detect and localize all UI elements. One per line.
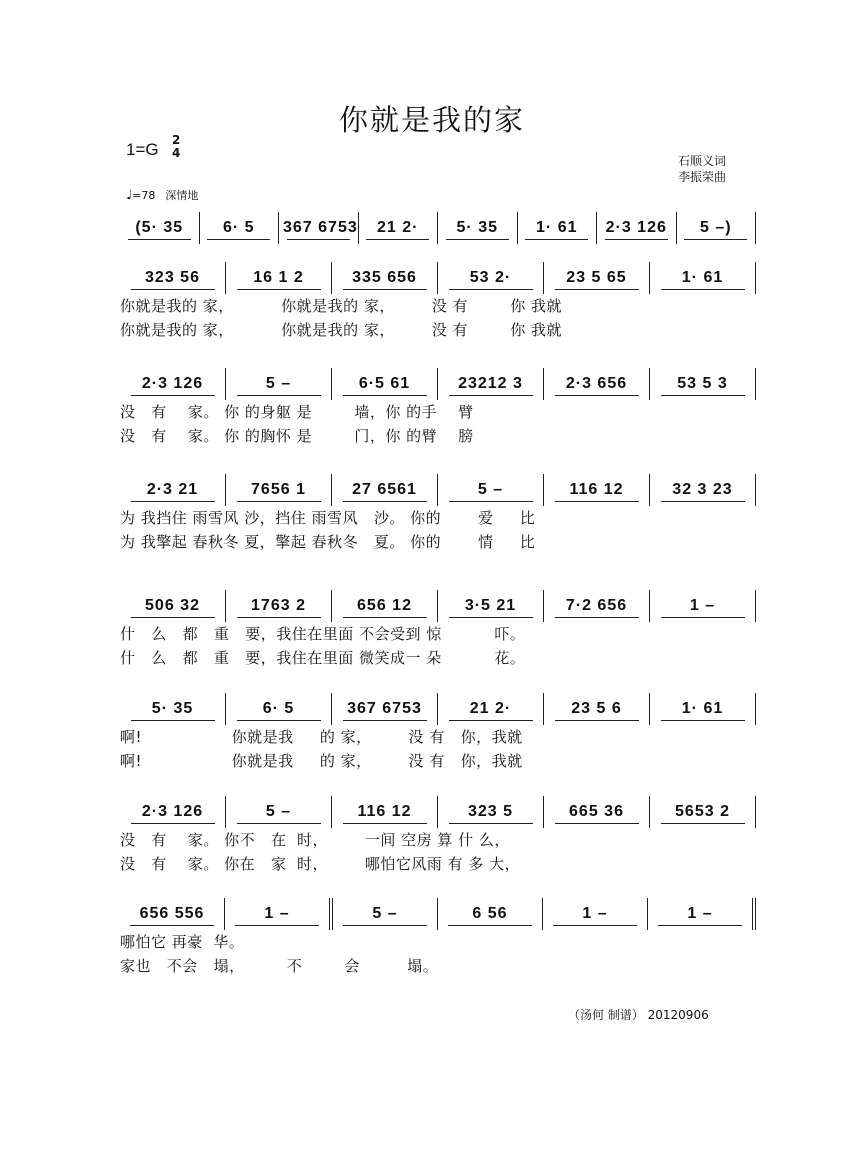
slur-arc	[146, 368, 193, 373]
lyric-line: 什 么 都 重 要，我住在里面 微笑成一 朵 花。	[120, 649, 526, 667]
measure-notes: 53 5 3	[677, 375, 728, 392]
song-title: 你就是我的家	[338, 103, 525, 137]
beam-underline	[553, 925, 636, 926]
lyric-line: 啊! 你就是我 的 家， 没 有 你，我就	[120, 752, 523, 770]
beam-underline	[130, 925, 213, 926]
beam-underline	[449, 823, 533, 824]
beam-underline	[131, 720, 215, 721]
notes-line	[120, 368, 756, 400]
time-signature	[172, 134, 180, 160]
slur-arc	[676, 262, 723, 267]
score-row	[120, 898, 756, 978]
beam-underline	[449, 617, 533, 618]
beam-underline	[605, 239, 668, 240]
measure	[226, 368, 332, 400]
measure	[597, 212, 677, 244]
measure	[120, 368, 226, 400]
measure-notes: 21 2·	[469, 700, 512, 717]
measure	[438, 796, 544, 828]
measure	[120, 796, 226, 828]
measure	[333, 898, 438, 930]
measure	[332, 474, 438, 506]
beam-underline	[449, 720, 533, 721]
footer-credit: （汤何 制谱） 20120906	[568, 1008, 709, 1022]
measure	[544, 262, 650, 294]
score-row	[120, 212, 756, 244]
slur-arc	[252, 693, 299, 698]
notes-line	[120, 590, 756, 622]
slur-arc	[358, 796, 405, 801]
beam-underline	[555, 395, 639, 396]
lyric-line: 你就是我的 家， 你就是我的 家， 没 有 你 我就	[120, 297, 563, 315]
beam-underline	[343, 395, 427, 396]
score-row	[120, 796, 756, 876]
slur-arc	[464, 262, 511, 267]
beam-underline	[131, 823, 215, 824]
measure-notes: 1· 61	[536, 219, 578, 236]
measure	[650, 368, 756, 400]
slur-arc	[146, 590, 193, 595]
measure	[226, 693, 332, 725]
credits	[678, 153, 726, 185]
notes-line	[120, 796, 756, 828]
measure-notes: 116 12	[569, 481, 624, 498]
lyric-line: 没 有 家。 你 的胸怀 是 门，你 的臂 膀	[120, 427, 474, 445]
measure-notes: 5653 2	[675, 803, 730, 820]
measure-notes: 335 656	[352, 269, 417, 286]
beam-underline	[237, 617, 321, 618]
beam-underline	[343, 720, 427, 721]
beam-underline	[555, 289, 639, 290]
time-signature-top: 2	[172, 133, 181, 147]
beam-underline	[237, 720, 321, 721]
measure-notes: 656 12	[357, 597, 412, 614]
measure-notes: 6·5 61	[358, 375, 411, 392]
beam-underline	[449, 501, 533, 502]
beam-underline	[235, 925, 318, 926]
measure-notes: 23 5 6	[571, 700, 622, 717]
beam-underline	[555, 501, 639, 502]
beam-underline	[661, 289, 745, 290]
measure	[518, 212, 598, 244]
tempo-marking	[126, 187, 198, 203]
slur-arc	[146, 796, 193, 801]
measure-notes: 1763 2	[251, 597, 306, 614]
measure-notes: 506 32	[145, 597, 200, 614]
lyric-line: 哪怕它 再豪 华。	[120, 933, 245, 951]
measure-notes: 5· 35	[456, 219, 498, 236]
beam-underline	[366, 239, 429, 240]
beam-underline	[555, 720, 639, 721]
measure-notes: 5· 35	[151, 700, 194, 717]
beam-underline	[525, 239, 588, 240]
measure	[226, 590, 332, 622]
beam-underline	[661, 720, 745, 721]
beam-underline	[448, 925, 531, 926]
measure-notes: 5 –	[265, 375, 292, 392]
notes-line	[120, 474, 756, 506]
measure-notes: 27 6561	[352, 481, 417, 498]
notes-line	[120, 262, 756, 294]
measure-notes: 6· 5	[262, 700, 295, 717]
measure	[120, 474, 226, 506]
measure	[650, 474, 756, 506]
measure	[438, 368, 544, 400]
slur-arc	[570, 368, 617, 373]
measure	[120, 262, 226, 294]
measure	[543, 898, 648, 930]
lyric-line: 为 我挡住 雨雪风 沙，挡住 雨雪风 沙。 你的 爱 比	[120, 509, 536, 527]
measure-notes: (5· 35	[135, 219, 184, 236]
score-row	[120, 590, 756, 670]
measure-notes: 2·3 126	[141, 803, 204, 820]
measure	[332, 590, 438, 622]
beam-underline	[128, 239, 191, 240]
lyric-line: 你就是我的 家， 你就是我的 家， 没 有 你 我就	[120, 321, 563, 339]
lyric-line: 没 有 家。 你不 在 时， 一间 空房 算 什 么，	[120, 831, 510, 849]
slur-arc	[676, 474, 723, 479]
measure-notes: 5 –	[372, 905, 398, 922]
measure	[120, 590, 226, 622]
notes-line	[120, 693, 756, 725]
measure-notes: 665 36	[569, 803, 624, 820]
slur-arc	[570, 796, 617, 801]
measure-notes: 367 6753	[283, 219, 358, 236]
slur-arc	[464, 474, 511, 479]
measure	[226, 474, 332, 506]
slur-arc	[464, 693, 511, 698]
beam-underline	[684, 239, 747, 240]
beam-underline	[661, 617, 745, 618]
measure	[332, 262, 438, 294]
measure	[332, 693, 438, 725]
beam-underline	[343, 501, 427, 502]
beam-underline	[237, 501, 321, 502]
score-row	[120, 693, 756, 773]
measure-notes: 116 12	[357, 803, 412, 820]
measure-notes: 1 –	[582, 905, 608, 922]
measure	[438, 474, 544, 506]
lyricist: 石顺义词	[678, 154, 727, 168]
measure	[332, 796, 438, 828]
lyric-line: 没 有 家。 你 的身躯 是 墙，你 的手 臂	[120, 403, 474, 421]
lyric-line: 没 有 家。 你在 家 时， 哪怕它风雨 有 多 大，	[120, 855, 521, 873]
score-row	[120, 368, 756, 448]
measure	[650, 590, 756, 622]
score-row	[120, 262, 756, 342]
measure-notes: 21 2·	[377, 219, 419, 236]
beam-underline	[343, 617, 427, 618]
measure	[650, 796, 756, 828]
lyric-line: 为 我擎起 春秋冬 夏，擎起 春秋冬 夏。 你的 情 比	[120, 533, 536, 551]
tempo-bpm: =78	[132, 189, 156, 202]
beam-underline	[446, 239, 509, 240]
beam-underline	[287, 239, 350, 240]
score-row	[120, 474, 756, 554]
slur-arc	[674, 898, 721, 903]
measure-notes: 1· 61	[681, 700, 724, 717]
measure-notes: 23212 3	[458, 375, 523, 392]
measure	[359, 212, 439, 244]
measure-notes: 1 –	[264, 905, 290, 922]
measure-notes: 7·2 656	[565, 597, 628, 614]
lyric-line: 啊! 你就是我 的 家， 没 有 你，我就	[120, 728, 523, 746]
notes-line	[120, 212, 756, 244]
measure	[226, 796, 332, 828]
measure	[200, 212, 280, 244]
measure	[332, 368, 438, 400]
measure	[438, 898, 543, 930]
slur-arc	[570, 590, 617, 595]
measure	[438, 212, 518, 244]
measure-notes: 1 –	[687, 905, 713, 922]
slur-arc	[358, 368, 405, 373]
measure-notes: 1· 61	[681, 269, 724, 286]
measure	[438, 262, 544, 294]
measure	[120, 212, 200, 244]
measure-notes: 2·3 126	[141, 375, 204, 392]
notes-line	[120, 898, 756, 930]
beam-underline	[131, 395, 215, 396]
measure-notes: 53 2·	[469, 269, 512, 286]
slur-arc	[676, 693, 723, 698]
measure-notes: 5 –	[265, 803, 292, 820]
beam-underline	[237, 289, 321, 290]
beam-underline	[343, 823, 427, 824]
beam-underline	[658, 925, 741, 926]
beam-underline	[555, 823, 639, 824]
measure-notes: 16 1 2	[253, 269, 304, 286]
measure-notes: 3·5 21	[464, 597, 517, 614]
slur-arc	[464, 898, 511, 903]
measure	[544, 474, 650, 506]
measure-notes: 656 556	[139, 905, 205, 922]
measure	[544, 693, 650, 725]
measure	[650, 693, 756, 725]
slur-arc	[251, 898, 298, 903]
key-signature: 1=G	[126, 140, 159, 159]
beam-underline	[449, 395, 533, 396]
measure-notes: 7656 1	[251, 481, 306, 498]
beam-underline	[237, 395, 321, 396]
measure-notes: 323 56	[145, 269, 200, 286]
measure-notes: 1 –	[689, 597, 716, 614]
slur-arc	[252, 262, 299, 267]
measure	[544, 590, 650, 622]
quarter-note-icon: ♩	[126, 188, 133, 203]
slur-arc	[358, 590, 405, 595]
beam-underline	[131, 501, 215, 502]
beam-underline	[131, 617, 215, 618]
beam-underline	[343, 925, 426, 926]
slur-arc	[252, 474, 299, 479]
beam-underline	[131, 289, 215, 290]
measure	[544, 796, 650, 828]
measure-notes: 23 5 65	[566, 269, 627, 286]
beam-underline	[207, 239, 270, 240]
lyric-line: 什 么 都 重 要，我住在里面 不会受到 惊 吓。	[120, 625, 526, 643]
beam-underline	[661, 823, 745, 824]
beam-underline	[449, 289, 533, 290]
measure	[279, 212, 359, 244]
beam-underline	[555, 617, 639, 618]
composer: 李振荣曲	[678, 170, 727, 184]
measure	[226, 262, 332, 294]
measure-notes: 2·3 126	[605, 219, 667, 236]
beam-underline	[343, 289, 427, 290]
measure	[120, 898, 225, 930]
measure	[544, 368, 650, 400]
measure	[648, 898, 756, 930]
measure	[438, 590, 544, 622]
tempo-expression: 深情地	[165, 189, 199, 202]
measure	[120, 693, 226, 725]
measure-notes: 5 –	[477, 481, 504, 498]
measure-notes: 323 5	[467, 803, 514, 820]
beam-underline	[661, 395, 745, 396]
measure	[650, 262, 756, 294]
measure	[677, 212, 757, 244]
measure-notes: 32 3 23	[672, 481, 733, 498]
measure-notes: 2·3 21	[146, 481, 199, 498]
beam-underline	[661, 501, 745, 502]
measure	[438, 693, 544, 725]
time-signature-bottom: 4	[172, 146, 181, 160]
measure-notes: 2·3 656	[565, 375, 628, 392]
lyric-line: 家也 不会 塌， 不 会 塌。	[120, 957, 439, 975]
measure-notes: 5 –)	[699, 219, 732, 236]
beam-underline	[237, 823, 321, 824]
measure-notes: 6 56	[472, 905, 508, 922]
measure	[225, 898, 333, 930]
measure-notes: 6· 5	[222, 219, 255, 236]
measure-notes: 367 6753	[347, 700, 422, 717]
